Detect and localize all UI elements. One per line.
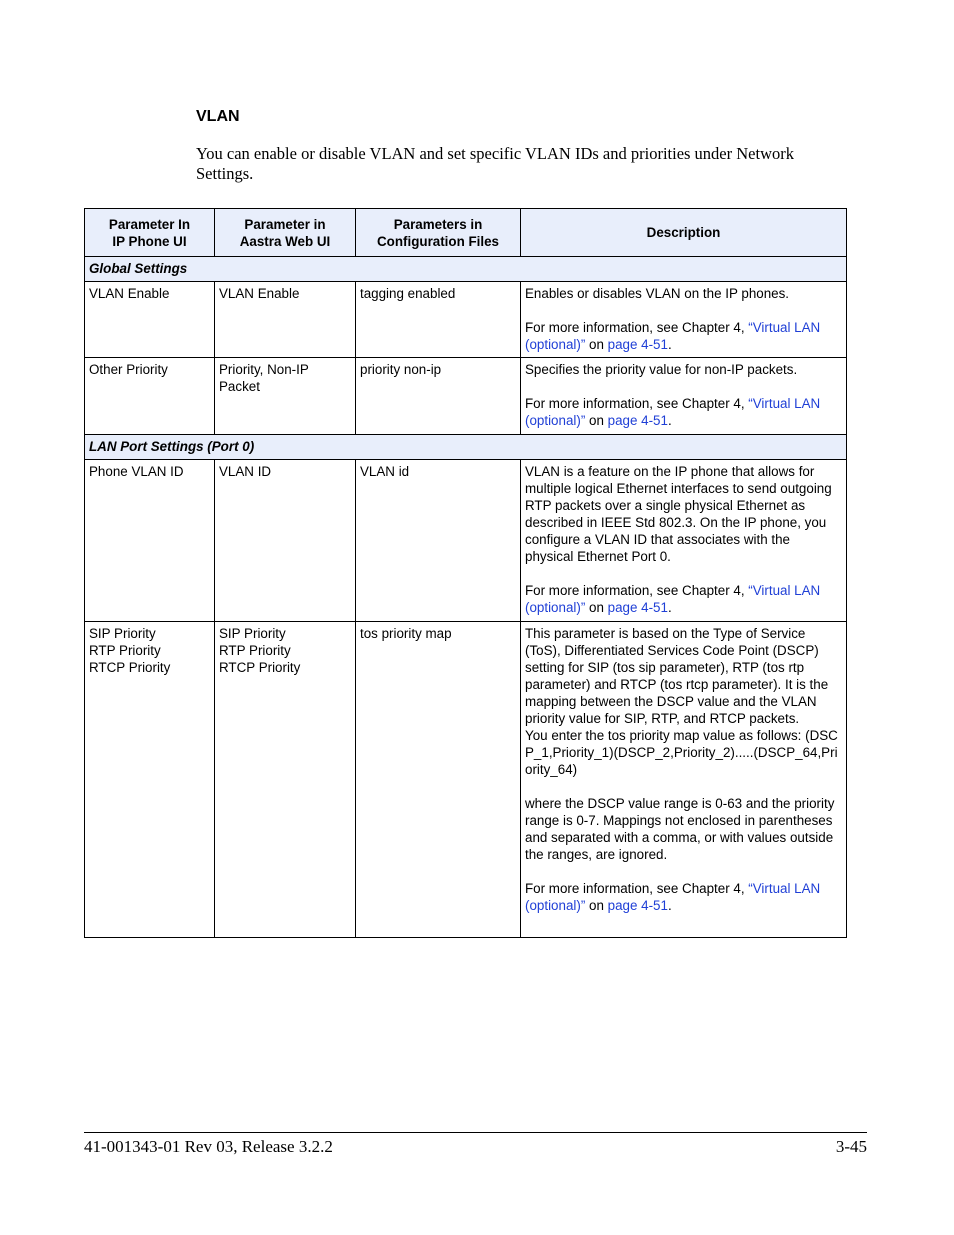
cell-line: RTP Priority [89,643,161,658]
cell-web-ui: VLAN Enable [215,282,356,358]
more-info-text: For more information, see Chapter 4, [525,396,749,411]
cell-description [521,622,847,938]
intro-paragraph: You can enable or disable VLAN and set specific VLAN IDs and priorities under Network Settings. [196,144,794,183]
virtual-lan-link[interactable]: “Virtual LAN (optional)” [525,320,821,352]
cell-line: SIP Priority [89,626,156,641]
more-info [525,395,842,429]
cell-web-ui: Priority, Non-IP Packet [215,358,356,435]
footer-divider [84,1132,867,1133]
cell-description [521,358,847,435]
description-text: You enter the tos priority map value as follows: (DSCP_1,Priority_1)(DSCP_2,Priority_2).....(DSCP_64,Priority_64) [525,728,838,777]
cell-ip-phone-ui: Other Priority [85,358,215,435]
cell-ip-phone-ui [85,622,215,938]
header-ip-phone-ui [85,209,215,257]
page-ref-link[interactable]: page 4-51 [607,600,668,615]
section-label: Global Settings [85,257,847,282]
cell-line: RTCP Priority [89,660,171,675]
footer-page-number: 3-45 [835,1137,867,1156]
cell-config-param: VLAN id [356,460,521,622]
cell-line: RTCP Priority [219,660,301,675]
virtual-lan-link[interactable]: “Virtual LAN (optional)” [525,583,821,615]
header-text: Aastra Web UI [239,233,331,249]
cell-config-param: priority non-ip [356,358,521,435]
more-info [525,319,842,353]
more-info-text: . [667,898,672,913]
footer-document-id: 41-001343-01 Rev 03, Release 3.2.2 [84,1137,333,1156]
description-text: where the DSCP value range is 0-63 and the priority range is 0-7. Mappings not enclosed in parentheses and separated with a comma, or with values outside the ranges, are ignored. [525,796,835,862]
table-header-row [85,209,847,257]
cell-line: RTP Priority [219,643,291,658]
page-ref-link[interactable]: page 4-51 [607,898,668,913]
cell-web-ui: VLAN ID [215,460,356,622]
virtual-lan-link[interactable]: “Virtual LAN (optional)” [525,881,821,913]
cell-line: SIP Priority [219,626,286,641]
header-description: Description [521,209,847,257]
header-text: Parameter in [244,216,326,232]
section-row-global-settings [85,257,847,282]
description-text: VLAN is a feature on the IP phone that allows for multiple logical Ethernet interfaces to send outgoing RTP packets over a single physical Ethernet as described in IEEE Std 802.3. On the IP phone, you configure a VLAN ID that associates with the physical Ethernet Port 0. [525,464,832,564]
cell-config-param: tos priority map [356,622,521,938]
more-info-text: For more information, see Chapter 4, [525,583,749,598]
more-info-text: on [585,337,608,352]
cell-config-param: tagging enabled [356,282,521,358]
section-heading: VLAN [196,108,240,125]
header-text: IP Phone UI [112,233,187,249]
more-info-text: For more information, see Chapter 4, [525,881,749,896]
header-text: Parameter In [108,216,191,232]
more-info-text: For more information, see Chapter 4, [525,320,749,335]
table-row [85,622,847,938]
section-label: LAN Port Settings (Port 0) [85,435,847,460]
header-text: Configuration Files [377,233,499,249]
more-info-text: on [585,413,608,428]
description-text: Specifies the priority value for non-IP packets. [525,362,798,377]
more-info [525,880,842,914]
cell-ip-phone-ui: VLAN Enable [85,282,215,358]
vlan-parameters-table [84,208,847,938]
table-row [85,358,847,435]
table-row [85,460,847,622]
table-row [85,282,847,358]
cell-description [521,460,847,622]
more-info-text: . [667,413,672,428]
description-text: Enables or disables VLAN on the IP phones. [525,286,790,301]
header-aastra-web-ui [215,209,356,257]
more-info [525,582,842,616]
description-text: This parameter is based on the Type of Service (ToS), Differentiated Services Code Point (DSCP) setting for SIP (tos sip parameter), RTP (tos rtp parameter) and RTCP (tos rtcp parameter). It is the mapping between the DSCP value and the VLAN priority value for SIP, RTP, and RTCP packets. [525,626,829,726]
more-info-text: on [585,600,608,615]
page-ref-link[interactable]: page 4-51 [607,337,668,352]
more-info-text: on [585,898,608,913]
page-ref-link[interactable]: page 4-51 [607,413,668,428]
more-info-text: . [667,600,672,615]
cell-description [521,282,847,358]
section-row-lan-port-settings [85,435,847,460]
cell-ip-phone-ui: Phone VLAN ID [85,460,215,622]
header-text: Parameters in [393,216,483,232]
virtual-lan-link[interactable]: “Virtual LAN (optional)” [525,396,821,428]
header-configuration-files [356,209,521,257]
more-info-text: . [667,337,672,352]
cell-web-ui [215,622,356,938]
